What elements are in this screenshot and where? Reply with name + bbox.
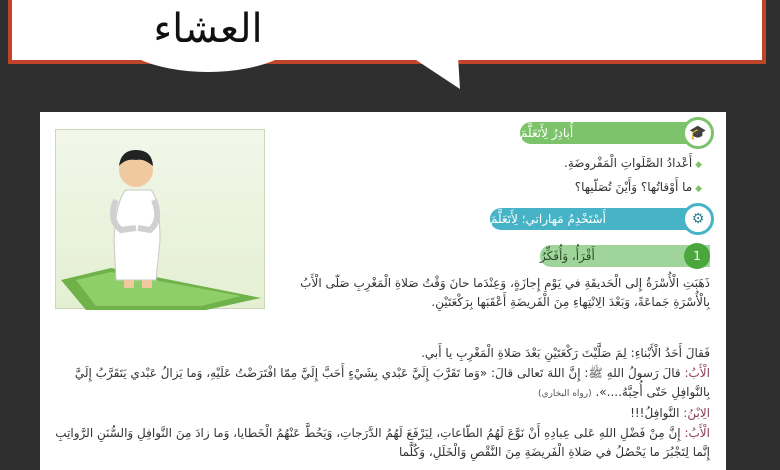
question-list: [372, 152, 702, 200]
start-learning-header: [520, 122, 710, 144]
father-hadith: قالَ رَسولُ اللهِ ﷺ: إِنَّ اللهَ تَعالى قالَ: «وَما تَقَرَّبَ إِلَيَّ عَبْدي بِشَيْءٍ أَحَبَّ إِلَيَّ مِمّا افْتَرَضْتُ عَلَيْهِ، وَما يَزالُ عَبْدي يَتَقَرَّبُ إِلَيَّ بِالنَّوافِلِ حَتّى أُحِبَّهُ....».: [74, 366, 710, 399]
son-question: فَقالَ أَحَدُ الْأَبْناءِ: لِمَ صَلَّيْتَ رَكْعَتَيْنِ بَعْدَ صَلاةِ الْمَغْرِبِ يا أَبي.: [421, 346, 710, 360]
read-think-label: أَقْرَأُ، وَأُفَكِّرُ: [540, 249, 595, 263]
father-explanation: إِنَّ مِنْ فَضْلِ اللهِ عَلى عِبادِهِ أَنْ نَوَّعَ لَهُمُ الطّاعاتِ، لِيَرْفَعَ لَهُمُ الدَّرَجاتِ، وَيَحُطَّ عَنْهُمُ الْخَطايا، وَما زادَ مِنَ النَّوافِلِ وَالسُّنَنِ الرَّواتِبِ إِنَّما لِتَجْبُرَ ما يَحْصُلُ في صَلاةِ الْفَريضَةِ مِنَ النَّقْصِ وَالْخَلَلِ، وَكُلَّما: [55, 426, 710, 459]
story-paragraph: ذَهَبَتِ الْأُسْرَةُ إِلى الْحَديقَةِ في يَوْمِ إِجازَةٍ، وَعِنْدَما حانَ وَقْتُ صَلاةِ الْمَغْرِبِ صَلّى الْأَبُ بِالْأُسْرَةِ جَماعَةً، وَبَعْدَ الِانْتِهاءِ مِنَ الْفَريضَةِ أَعْقَبَها بِرَكْعَتَيْنِ.: [300, 276, 710, 309]
use-skills-header: [490, 208, 710, 230]
father-label-2: الْأَبُ:: [684, 426, 710, 440]
son-label: الِابْنُ:: [683, 406, 710, 420]
son-line: [54, 404, 710, 423]
gear-icon: ⚙: [682, 203, 714, 235]
father-label: الْأَبُ:: [684, 366, 710, 380]
banner-title: العشاء: [153, 6, 263, 52]
hadith-source: (رواه البخاري): [537, 389, 592, 399]
question-item: ◆ ما أَوْقاتُها؟ وَأَيْنَ تُصَلّيها؟: [372, 176, 702, 200]
textbook-page: [40, 112, 726, 470]
father-line-2: [54, 424, 710, 462]
question-item: ◆ أَعْدادُ الصَّلَواتِ الْمَفْروضَةِ.: [372, 152, 702, 176]
read-think-header: [540, 245, 710, 267]
praying-boy-icon: [56, 130, 266, 310]
section-number-badge: 1: [684, 243, 710, 269]
son-reply: النَّوافِلُ!!!: [630, 406, 680, 420]
start-learning-label: أُبادِرُ لِأَتَعَلَّمَ: [520, 126, 574, 140]
father-line-1: [54, 364, 710, 404]
use-skills-label: أَسْتَخْدِمُ مَهاراتي؛ لِأَتَعَلَّمَ: [490, 212, 606, 226]
graduation-cap-icon: 🎓: [682, 117, 714, 149]
praying-boy-illustration: [55, 129, 265, 309]
